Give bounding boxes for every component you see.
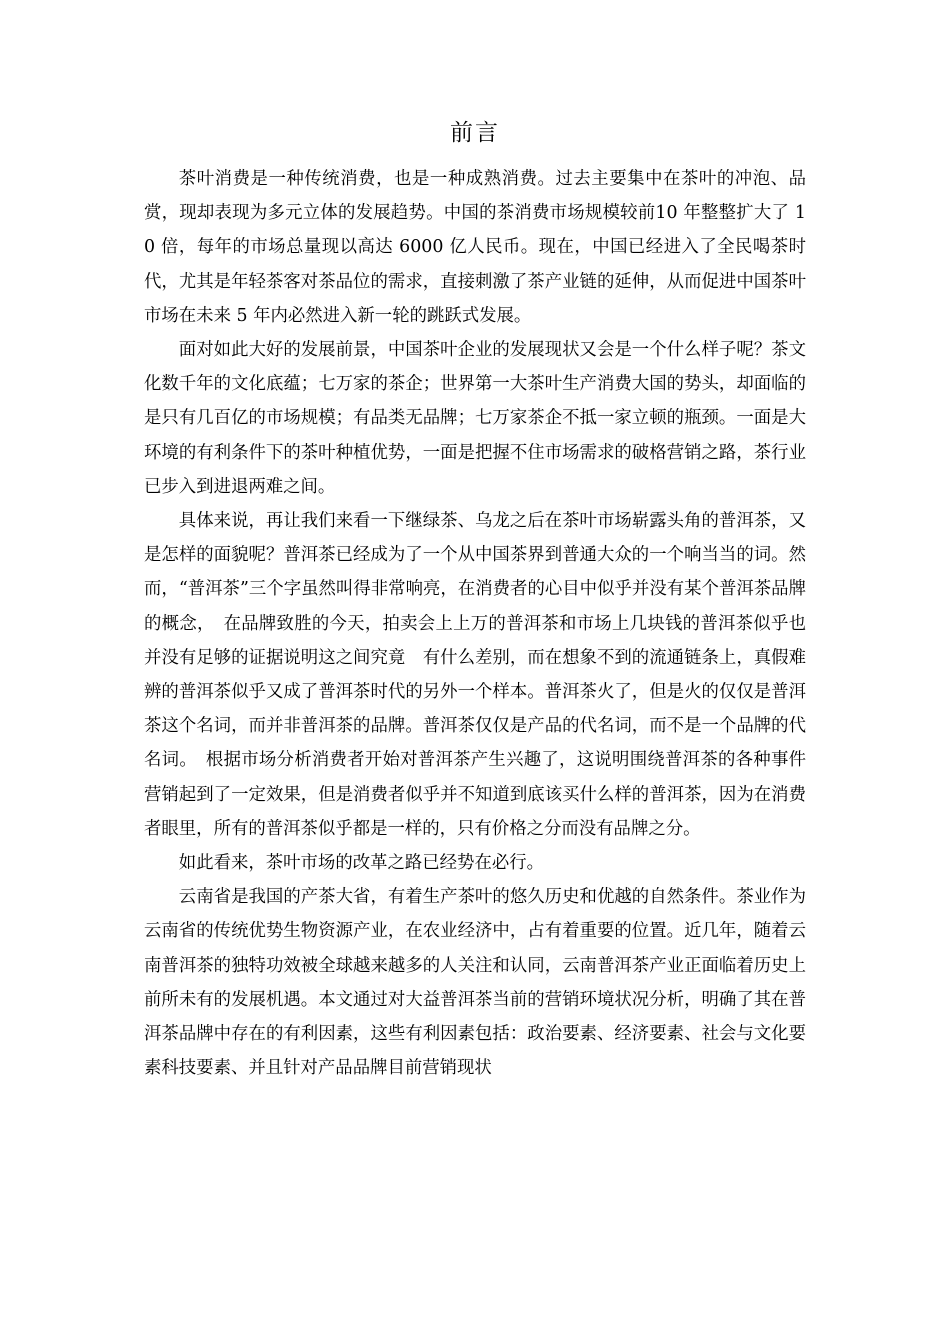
paragraph: 具体来说，再让我们来看一下继绿茶、乌龙之后在茶叶市场崭露头角的普洱茶，又是怎样的面貌呢？普洱茶已经成为了一个从中国茶界到普通大众的一个响当当的词。然而，“普洱茶”三个字虽然叫得非常响亮，在消费者的心目中似乎并没有某个普洱茶品牌的概念， 在品牌致胜的今天，拍卖会上上万的普洱茶和市场上几块钱的普洱茶似乎也并没有足够的证据说明这之间究竟 有什么差别，而在想象不到的流通链条上，真假难辨的普洱茶似乎又成了普洱茶时代的另外一个样本。普洱茶火了，但是火的仅仅是普洱茶这个名词，而并非普洱茶的品牌。普洱茶仅仅是产品的代名词，而不是一个品牌的代名词。 根据市场分析消费者开始对普洱茶产生兴趣了，这说明围绕普洱茶的各种事件营销起到了一定效果，但是消费者似乎并不知道到底该买什么样的普洱茶，因为在消费者眼里，所有的普洱茶似乎都是一样的，只有价格之分而没有品牌之分。 xyxy=(144,511,806,839)
paragraph: 云南省是我国的产茶大省，有着生产茶叶的悠久历史和优越的自然条件。茶业作为云南省的传统优势生物资源产业，在农业经济中，占有着重要的位置。近几年，随着云南普洱茶的独特功效被全球越来越多的人关注和认同，云南普洱茶产业正面临着历史上前所未有的发展机遇。本文通过对大益普洱茶当前的营销环境状况分析，明确了其在普洱茶品牌中存在的有利因素，这些有利因素包括：政治要素、经济要素、社会与文化要素科技要素、并且针对产品品牌目前营销现状 xyxy=(144,887,806,1079)
document-body xyxy=(144,162,806,1085)
page-title: 前言 xyxy=(450,120,500,146)
paragraph: 面对如此大好的发展前景，中国茶叶企业的发展现状又会是一个什么样子呢？茶文化数千年的文化底蕴；七万家的茶企；世界第一大茶叶生产消费大国的势头，却面临的是只有几百亿的市场规模；有品类无品牌；七万家茶企不抵一家立顿的瓶颈。一面是大环境的有利条件下的茶叶种植优势，一面是把握不住市场需求的破格营销之路，茶行业已步入到进退两难之间。 xyxy=(144,340,806,497)
paragraph: 如此看来，茶叶市场的改革之路已经势在必行。 xyxy=(178,853,545,874)
paragraph: 茶叶消费是一种传统消费，也是一种成熟消费。过去主要集中在茶叶的冲泡、品赏，现却表现为多元立体的发展趋势。中国的茶消费市场规模较前10 年整整扩大了 10 倍，每年的市场总量现以高达 6000 亿人民币。现在，中国已经进入了全民喝茶时代，尤其是年轻茶客对茶品位的需求，直接刺激了茶产业链的延伸，从而促进中国茶叶市场在未来 5 年内必然进入新一轮的跳跃式发展。 xyxy=(144,169,806,326)
